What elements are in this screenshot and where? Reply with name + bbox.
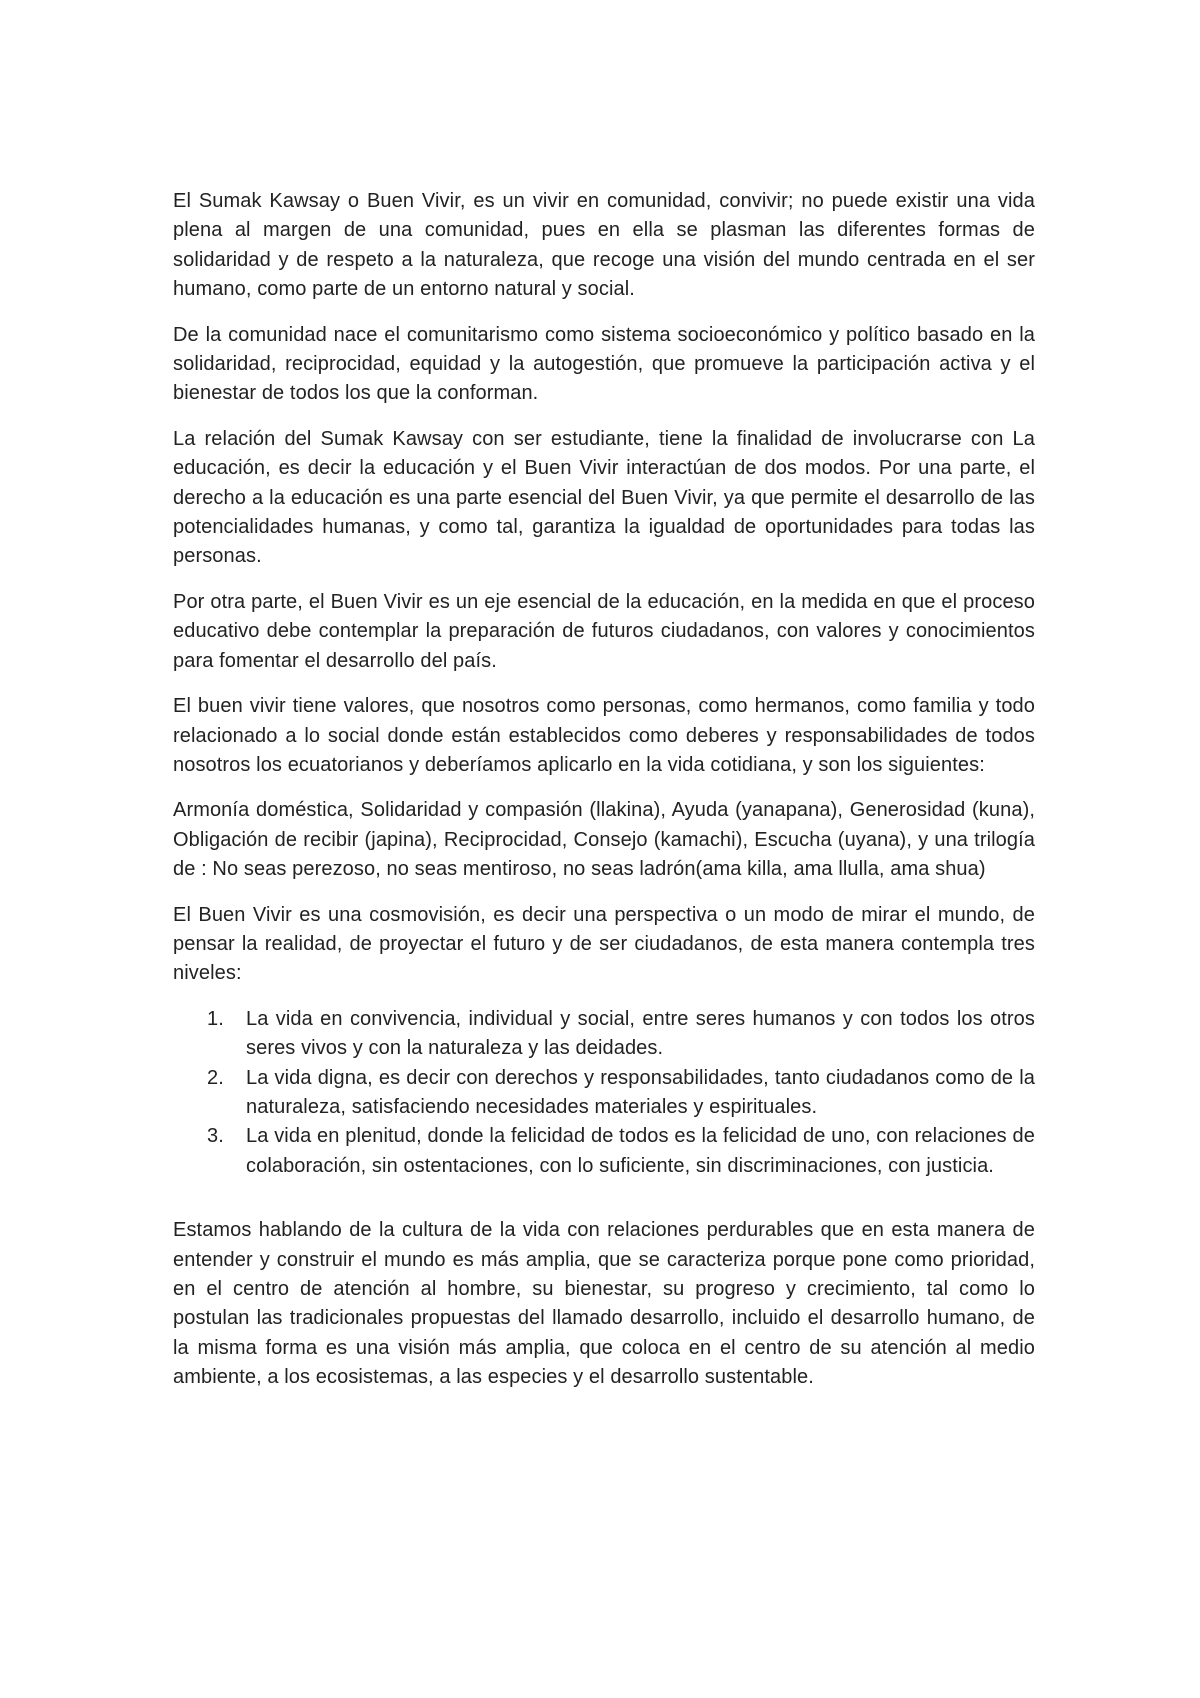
list-item-number: 1. (207, 1007, 224, 1030)
paragraph-valores: El buen vivir tiene valores, que nosotros como personas, como hermanos, como familia y todo relacionado a lo social donde están establecidos como deberes y responsabilidades de todos nosotros los ecuatorianos y deberíamos aplicarlo en la vida cotidiana, y son los siguientes: (173, 695, 1035, 776)
paragraph-eje-educacion: Por otra parte, el Buen Vivir es un eje esencial de la educación, en la medida en que el proceso educativo debe contemplar la preparación de futuros ciudadanos, con valores y conocimientos para fomentar el desarrollo del país. (173, 590, 1035, 672)
paragraph-relacion-estudiante: La relación del Sumak Kawsay con ser estudiante, tiene la finalidad de involucrarse con La educación, es decir la educación y el Buen Vivir interactúan de dos modos. Por una parte, el derecho a la educación es una parte esencial del Buen Vivir, ya que permite el desarrollo de las potencialidades humanas, y como tal, garantiza la igualdad de oportunidades para todas las personas. (173, 427, 1035, 568)
list-item-number: 3. (207, 1125, 224, 1148)
paragraph-lista-valores: Armonía doméstica, Solidaridad y compasión (llakina), Ayuda (yanapana), Generosidad (kuna), Obligación de recibir (japina), Reciprocidad, Consejo (kamachi), Escucha (uyana), y una trilogía de : No seas perezoso, no seas mentiroso, no seas ladrón(ama killa, ama llulla, ama shua) (173, 799, 1035, 881)
list-item (173, 1064, 1035, 1123)
list-item-text: La vida digna, es decir con derechos y responsabilidades, tanto ciudadanos como de la naturaleza, satisfaciendo necesidades materiales y espirituales. (246, 1066, 1035, 1118)
list-item (173, 1005, 1035, 1064)
levels-list (173, 1005, 1035, 1181)
document-body (173, 187, 1035, 1409)
paragraph-cultura-vida: Estamos hablando de la cultura de la vida con relaciones perdurables que en esta manera de entender y construir el mundo es más amplia, que se caracteriza porque pone como prioridad, en el centro de atención al hombre, su bienestar, su progreso y crecimiento, tal como lo postulan las tradicionales propuestas del llamado desarrollo, incluido el desarrollo humano, de la misma forma es una visión más amplia, que coloca en el centro de su atención al medio ambiente, a los ecosistemas, a las especies y el desarrollo sustentable. (173, 1219, 1035, 1389)
paragraph-cosmovision: El Buen Vivir es una cosmovisión, es decir una perspectiva o un modo de mirar el mundo, de pensar la realidad, de proyectar el futuro y de ser ciudadanos, de esta manera contempla tres niveles: (173, 903, 1035, 985)
list-item-text: La vida en convivencia, individual y social, entre seres humanos y con todos los otros seres vivos y con la naturaleza y las deidades. (246, 1007, 1035, 1060)
paragraph-comunitarismo: De la comunidad nace el comunitarismo como sistema socioeconómico y político basado en la solidaridad, reciprocidad, equidad y la autogestión, que promueve la participación activa y el bienestar de todos los que la conforman. (173, 323, 1035, 405)
paragraph-sumak-kawsay: El Sumak Kawsay o Buen Vivir, es un vivir en comunidad, convivir; no puede existir una vida plena al margen de una comunidad, pues en ella se plasman las diferentes formas de solidaridad y de respeto a la naturaleza, que recoge una visión del mundo centrada en el ser humano, como parte de un entorno natural y social. (173, 190, 1035, 301)
list-item-number: 2. (207, 1066, 224, 1089)
list-item (173, 1122, 1035, 1181)
list-item-text: La vida en plenitud, donde la felicidad de todos es la felicidad de uno, con relaciones de colaboración, sin ostentaciones, con lo suficiente, sin discriminaciones, con justicia. (246, 1125, 1035, 1177)
